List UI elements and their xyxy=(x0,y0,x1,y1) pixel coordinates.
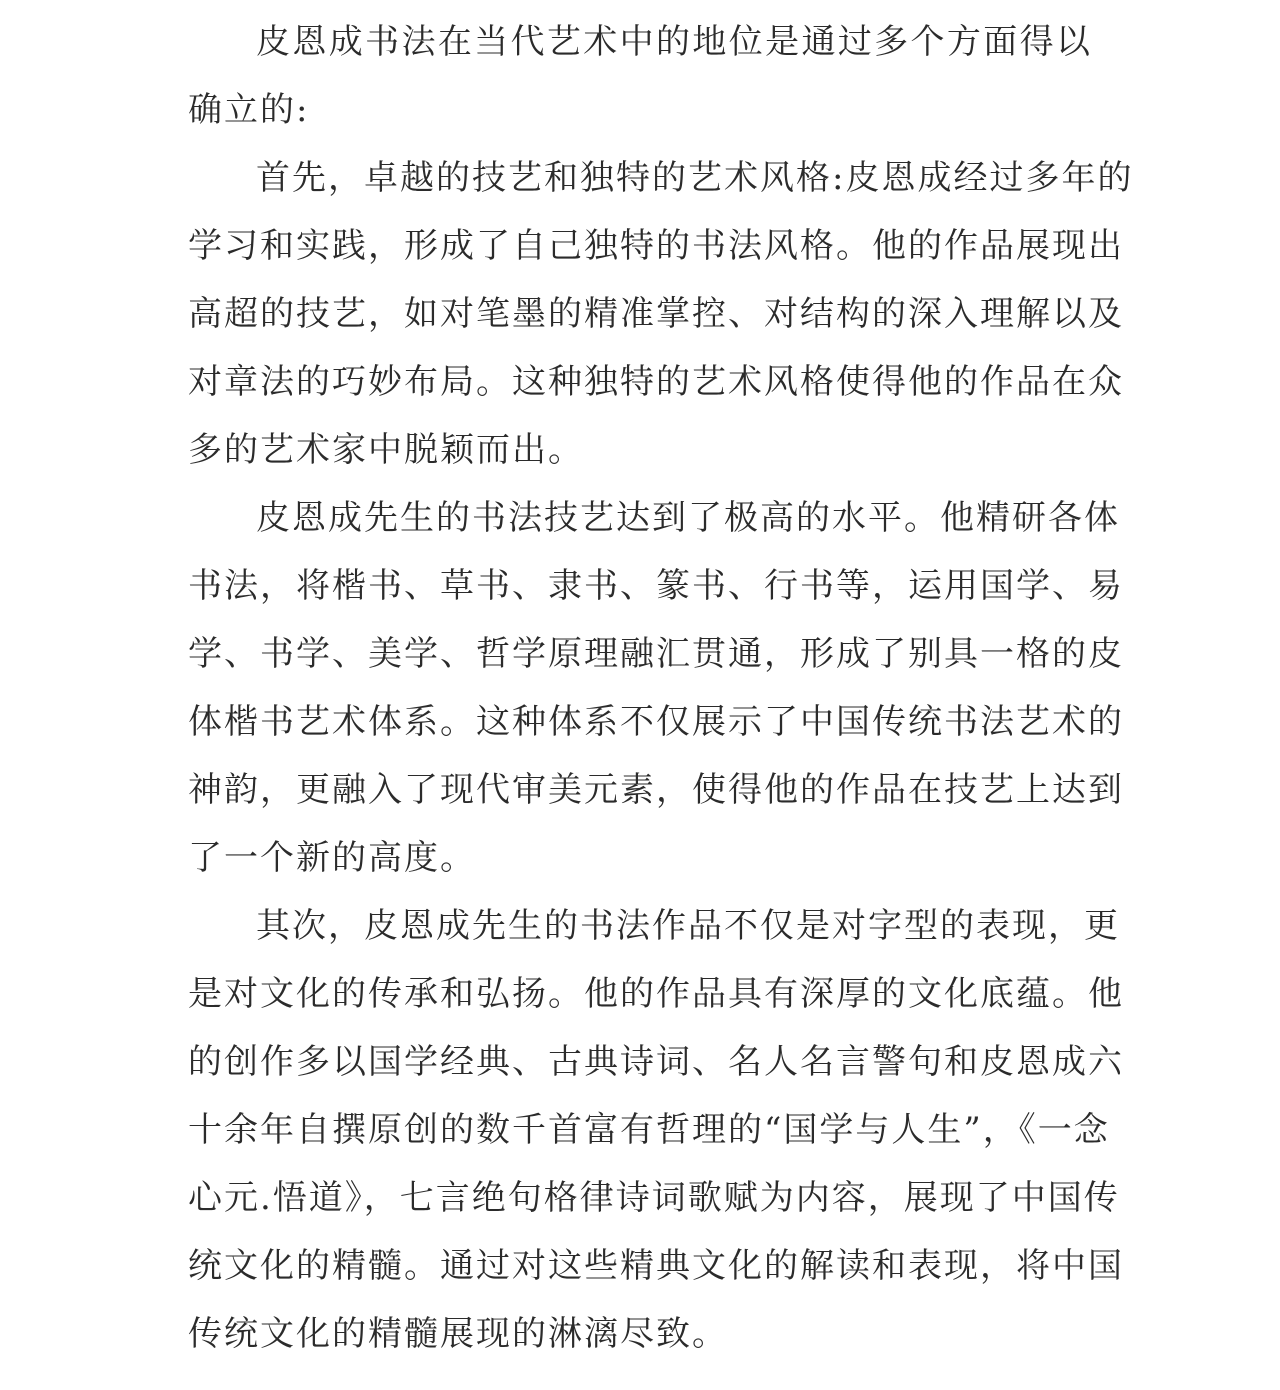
article-text xyxy=(188,8,1134,1368)
text-line: 的创作多以国学经典、古典诗词、名人名言警句和皮恩成六 xyxy=(188,1042,1124,1082)
text-line: 心元.悟道》，七言绝句格律诗词歌赋为内容，展现了中国传 xyxy=(188,1178,1120,1218)
text-line: 神韵，更融入了现代审美元素，使得他的作品在技艺上达到 xyxy=(188,770,1124,810)
text-line: 学、书学、美学、哲学原理融汇贯通，形成了别具一格的皮 xyxy=(188,634,1124,674)
text-line: 皮恩成先生的书法技艺达到了极高的水平。他精研各体 xyxy=(256,498,1120,538)
text-line: 统文化的精髓。通过对这些精典文化的解读和表现，将中国 xyxy=(188,1246,1124,1286)
text-line: 体楷书艺术体系。这种体系不仅展示了中国传统书法艺术的 xyxy=(188,702,1124,742)
text-line: 是对文化的传承和弘扬。他的作品具有深厚的文化底蕴。他 xyxy=(188,974,1124,1014)
text-line: 传统文化的精髓展现的淋漓尽致。 xyxy=(188,1314,728,1354)
text-line: 皮恩成书法在当代艺术中的地位是通过多个方面得以 xyxy=(256,22,1092,62)
text-line: 书法，将楷书、草书、隶书、篆书、行书等，运用国学、易 xyxy=(188,566,1124,606)
text-line: 多的艺术家中脱颖而出。 xyxy=(188,430,584,470)
text-line: 其次，皮恩成先生的书法作品不仅是对字型的表现，更 xyxy=(256,906,1120,946)
text-line: 确立的: xyxy=(188,90,310,130)
text-line: 高超的技艺，如对笔墨的精准掌控、对结构的深入理解以及 xyxy=(188,294,1124,334)
text-line: 对章法的巧妙布局。这种独特的艺术风格使得他的作品在众 xyxy=(188,362,1124,402)
text-line: 了一个新的高度。 xyxy=(188,838,476,878)
text-line: 首先，卓越的技艺和独特的艺术风格:皮恩成经过多年的 xyxy=(256,158,1134,198)
text-line: 十余年自撰原创的数千首富有哲理的“国学与人生”，《一念 xyxy=(188,1110,1110,1150)
text-line: 学习和实践，形成了自己独特的书法风格。他的作品展现出 xyxy=(188,226,1124,266)
